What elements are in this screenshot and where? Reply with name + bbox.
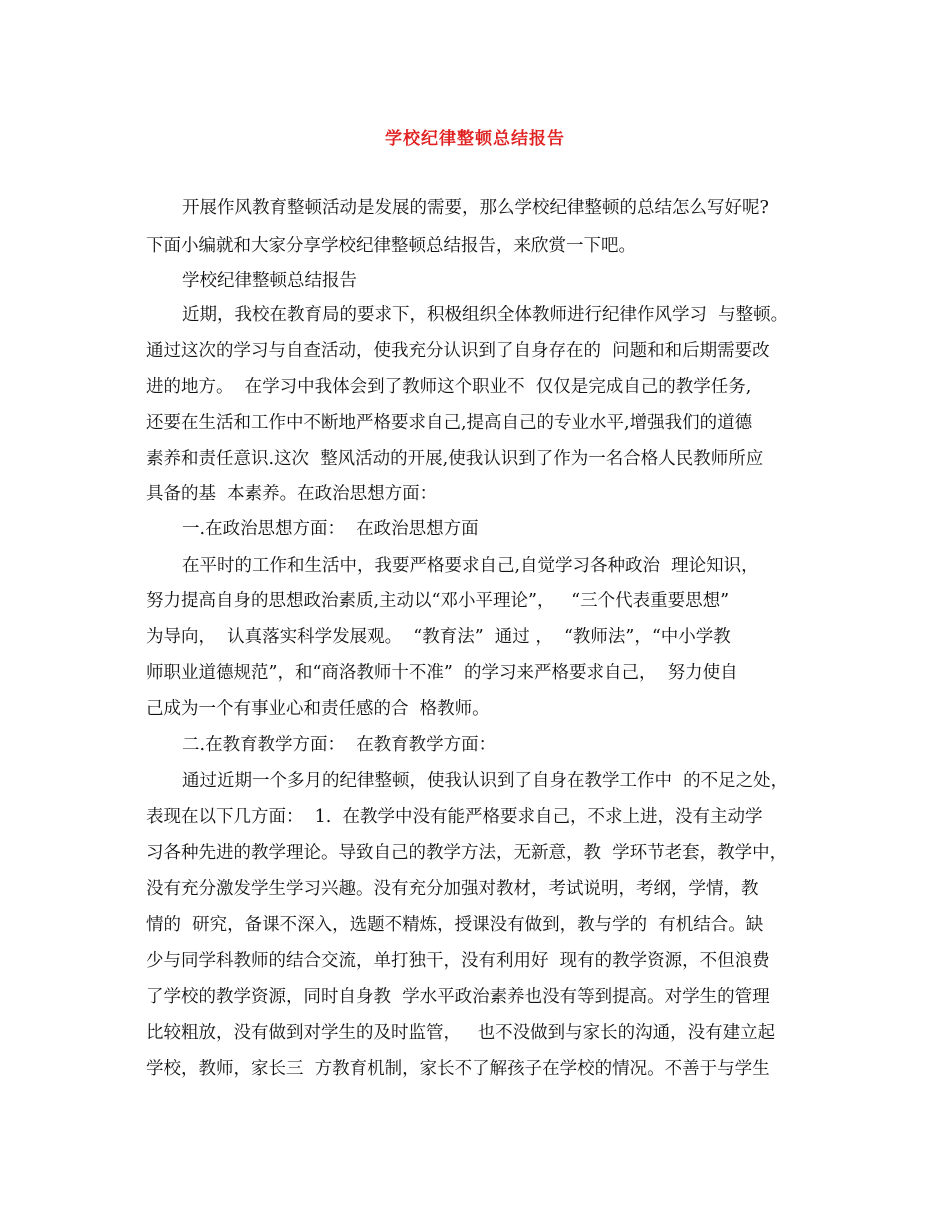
- body-line: 素养和责任意识.这次 整风活动的开展,使我认识到了作为一名合格人民教师所应: [146, 449, 764, 469]
- body-line: 还要在生活和工作中不断地严格要求自己,提高自己的专业水平,增强我们的道德: [146, 413, 753, 433]
- body-line: 比较粗放，没有做到对学生的及时监管， 也不没做到与家长的沟通，没有建立起: [146, 1023, 776, 1043]
- body-line: 通过近期一个多月的纪律整顿，使我认识到了自身在教学工作中 的不足之处，: [182, 771, 789, 791]
- body-line: 努力提高自身的思想政治素质,主动以“邓小平理论”， “三个代表重要思想”: [146, 591, 730, 611]
- body-line: 己成为一个有事业心和责任感的合 格教师。: [146, 699, 490, 719]
- body-line: 具备的基 本素养。在政治思想方面：: [146, 484, 438, 504]
- document-title: 学校纪律整顿总结报告: [385, 129, 565, 149]
- body-line: 在平时的工作和生活中，我要严格要求自己,自觉学习各种政治 理论知识，: [182, 556, 759, 576]
- body-line: 表现在以下几方面： 1. 在教学中没有能严格要求自己，不求上进，没有主动学: [146, 807, 763, 827]
- body-line: 师职业道德规范”，和“商洛教师十不准” 的学习来严格要求自己， 努力使自: [146, 663, 738, 683]
- body-line: 近期，我校在教育局的要求下，积极组织全体教师进行纪律作风学习 与整顿。: [182, 305, 789, 325]
- section-heading: 学校纪律整顿总结报告: [182, 271, 357, 291]
- body-line: 下面小编就和大家分享学校纪律整顿总结报告，来欣赏一下吧。: [146, 236, 636, 256]
- body-line: 进的地方。 在学习中我体会到了教师这个职业不 仅仅是完成自己的教学任务,: [146, 377, 752, 397]
- section-heading: 一.在政治思想方面： 在政治思想方面: [182, 519, 479, 539]
- section-heading: 二.在教育教学方面： 在教育教学方面：: [182, 735, 497, 755]
- body-line: 学校，教师，家长三 方教育机制，家长不了解孩子在学校的情况。不善于与学生: [146, 1059, 770, 1079]
- body-line: 开展作风教育整顿活动是发展的需要，那么学校纪律整顿的总结怎么写好呢?: [182, 198, 769, 218]
- body-line: 习各种先进的教学理论。导致自己的教学方法，无新意，教 学环节老套，教学中，: [146, 843, 788, 863]
- body-line: 少与同学科教师的结合交流，单打独干，没有利用好 现有的教学资源，不但浪费: [146, 951, 770, 971]
- body-line: 为导向， 认真落实科学发展观。 “教育法” 通过 ， “教师法”，“中小学教: [146, 627, 731, 647]
- body-line: 了学校的教学资源，同时自身教 学水平政治素养也没有等到提高。对学生的管理: [146, 987, 770, 1007]
- body-line: 没有充分激发学生学习兴趣。没有充分加强对教材，考试说明，考纲，学情，教: [146, 879, 759, 899]
- body-line: 通过这次的学习与自查活动，使我充分认识到了自身存在的 问题和和后期需要改: [146, 341, 770, 361]
- body-line: 情的 研究，备课不深入，选题不精炼，授课没有做到，教与学的 有机结合。缺: [146, 915, 764, 935]
